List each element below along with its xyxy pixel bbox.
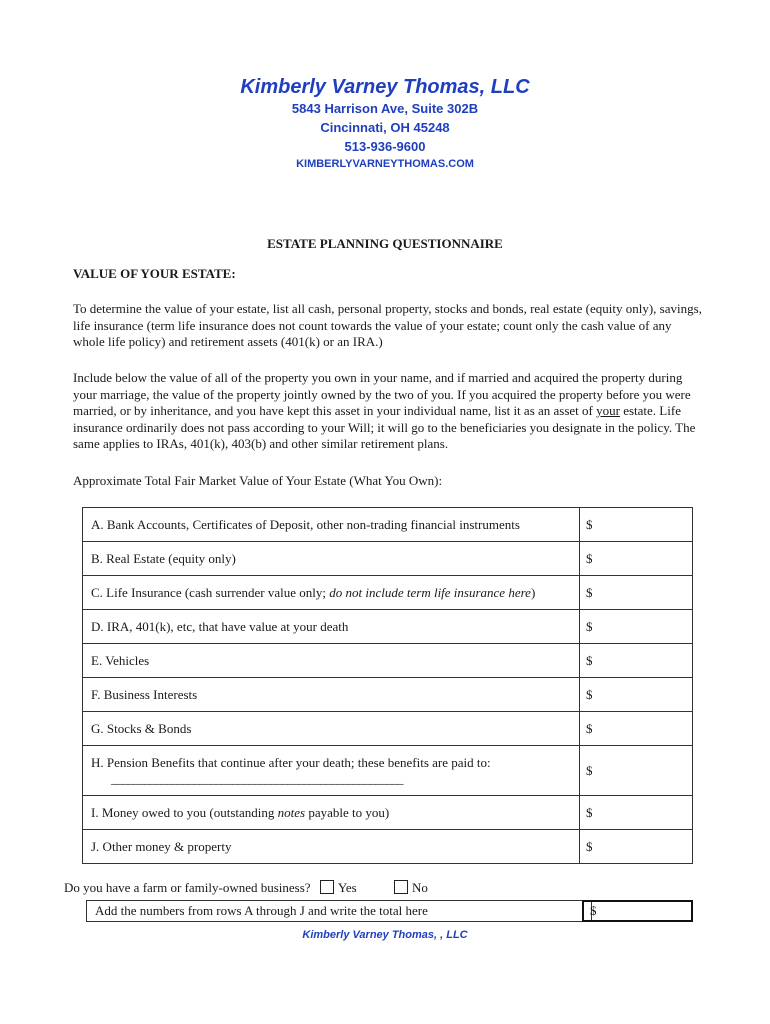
row-c-text-1: C. Life Insurance (cash surrender value only; bbox=[91, 584, 330, 600]
row-g-label: G. Stocks & Bonds bbox=[83, 712, 580, 746]
phone-number: 513-936-9600 bbox=[344, 139, 426, 154]
row-j-label: J. Other money & property bbox=[83, 830, 580, 864]
row-d-amount[interactable]: $ bbox=[580, 610, 693, 644]
row-d-label: D. IRA, 401(k), etc, that have value at your death bbox=[83, 610, 580, 644]
address-line-2: Cincinnati, OH 45248 bbox=[320, 120, 450, 135]
total-row bbox=[86, 900, 689, 922]
row-i-text-italic: notes bbox=[277, 804, 306, 820]
intro-paragraph: To determine the value of your estate, list all cash, personal property, stocks and bonds, real estate (equity only), savings, life insurance (term life insurance does not count towards the value of your estate; count only the cash value of any whole life policy) and retirement assets (401(k) or an IRA.) bbox=[73, 301, 702, 350]
row-c-label bbox=[83, 576, 580, 610]
total-label: Add the numbers from rows A through J and write the total here bbox=[86, 900, 592, 922]
property-text-1: Include below the value of all of the property you own in your name, and if married and acquired the property during your marriage, the value of the property jointly owned by the two of you. If you acquired the property before you were married, or by inheritance, and you have kept this asset in your individual name, list it as an asset of bbox=[73, 370, 691, 419]
table-row bbox=[83, 746, 693, 796]
no-label: No bbox=[412, 880, 428, 895]
address-line-1: 5843 Harrison Ave, Suite 302B bbox=[291, 101, 479, 116]
table-row bbox=[83, 644, 693, 678]
row-e-label: E. Vehicles bbox=[83, 644, 580, 678]
row-g-amount[interactable]: $ bbox=[580, 712, 693, 746]
row-j-amount[interactable]: $ bbox=[580, 830, 693, 864]
section-heading: VALUE OF YOUR ESTATE: bbox=[73, 266, 236, 281]
row-a-amount[interactable]: $ bbox=[580, 508, 693, 542]
table-row bbox=[83, 678, 693, 712]
website-link[interactable]: KIMBERLYVARNEYTHOMAS.COM bbox=[296, 158, 474, 170]
row-b-label: B. Real Estate (equity only) bbox=[83, 542, 580, 576]
table-row bbox=[83, 576, 693, 610]
row-i-text-1: I. Money owed to you (outstanding bbox=[91, 804, 278, 820]
firm-name: Kimberly Varney Thomas, LLC bbox=[240, 76, 530, 98]
row-c-text-2: ) bbox=[530, 584, 536, 600]
property-text-2: estate. Life insurance ordinarily does not pass according to your Will; it will go to the beneficiaries you designate in the policy. The same applies to IRAs, 401(k), 403(b) and other similar retirement plans. bbox=[73, 403, 696, 452]
row-c-amount[interactable]: $ bbox=[580, 576, 693, 610]
row-e-amount[interactable]: $ bbox=[580, 644, 693, 678]
farm-question-text: Do you have a farm or family-owned business? bbox=[64, 880, 311, 895]
property-paragraph bbox=[73, 370, 705, 453]
row-b-amount[interactable]: $ bbox=[580, 542, 693, 576]
row-i-label bbox=[83, 796, 580, 830]
table-row bbox=[83, 712, 693, 746]
row-f-amount[interactable]: $ bbox=[580, 678, 693, 712]
document-title: ESTATE PLANNING QUESTIONNAIRE bbox=[267, 236, 503, 251]
row-h-text: H. Pension Benefits that continue after your death; these benefits are paid to: bbox=[91, 754, 491, 770]
table-row bbox=[83, 796, 693, 830]
property-text-underlined: your bbox=[596, 403, 620, 419]
table-row bbox=[83, 830, 693, 864]
assets-table bbox=[82, 507, 693, 864]
no-checkbox[interactable] bbox=[394, 880, 408, 894]
footer-firm-name: Kimberly Varney Thomas, , LLC bbox=[302, 929, 468, 941]
row-c-text-italic: do not include term life insurance here bbox=[329, 584, 531, 600]
row-h-label bbox=[83, 746, 580, 796]
farm-question bbox=[64, 880, 428, 896]
row-f-label: F. Business Interests bbox=[83, 678, 580, 712]
row-h-blank-line[interactable]: _____________________________________________________ bbox=[111, 770, 403, 786]
row-i-text-2: payable to you) bbox=[305, 804, 390, 820]
table-row bbox=[83, 610, 693, 644]
row-h-amount[interactable]: $ bbox=[580, 746, 693, 796]
table-row bbox=[83, 508, 693, 542]
row-a-label: A. Bank Accounts, Certificates of Deposit, other non-trading financial instruments bbox=[83, 508, 580, 542]
row-i-amount[interactable]: $ bbox=[580, 796, 693, 830]
yes-label: Yes bbox=[337, 880, 357, 895]
total-amount-field[interactable]: $ bbox=[582, 900, 693, 922]
total-value-prompt: Approximate Total Fair Market Value of Your Estate (What You Own): bbox=[73, 473, 443, 488]
yes-checkbox[interactable] bbox=[320, 880, 334, 894]
table-row bbox=[83, 542, 693, 576]
